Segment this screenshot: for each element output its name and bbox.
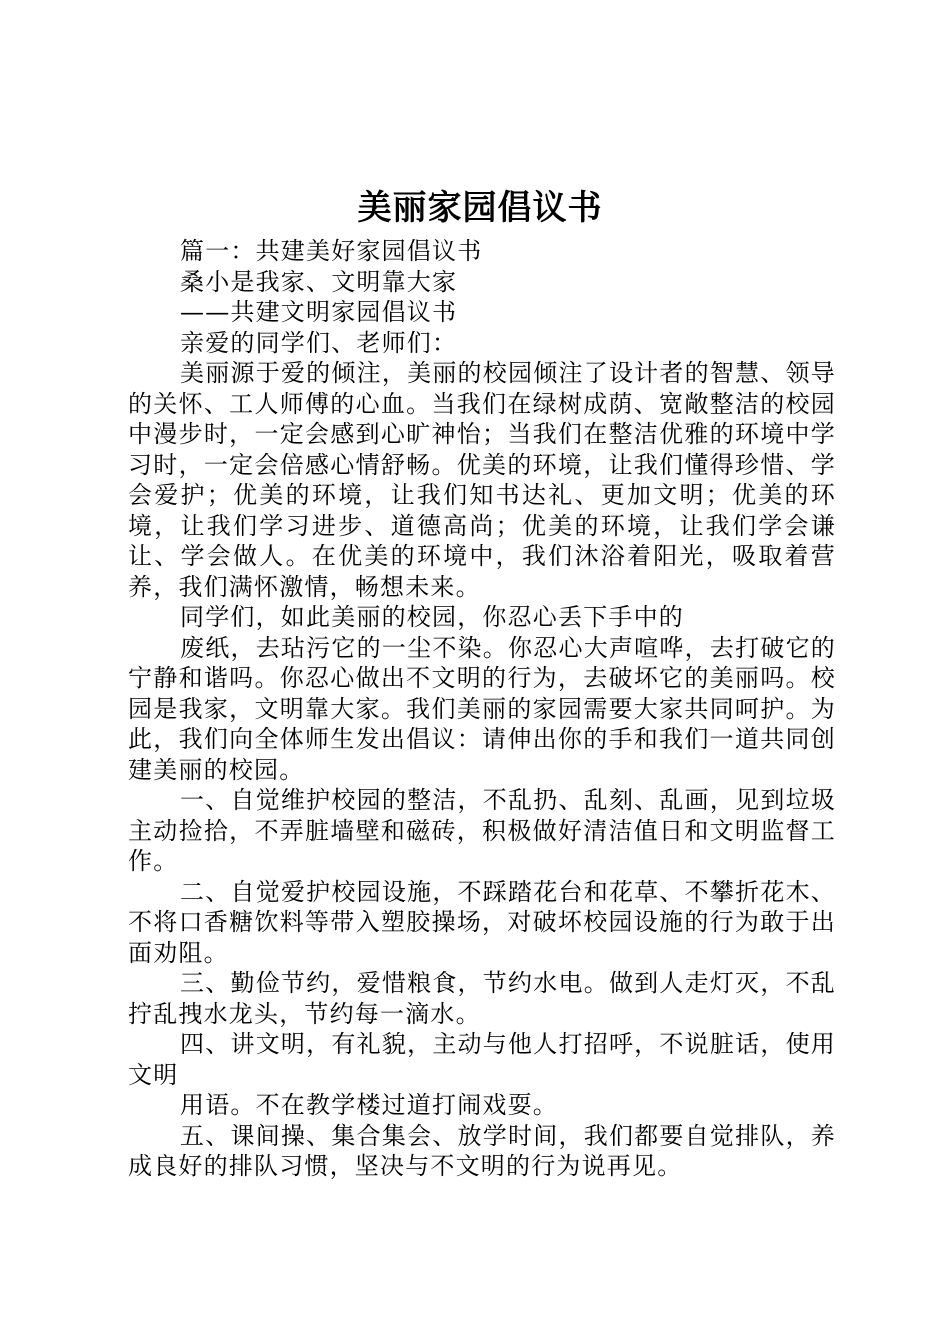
paragraph-item-4: 四、讲文明，有礼貌，主动与他人打招呼，不说脏话，使用文明 [128,1030,836,1089]
paragraph-heading: 篇一：共建美好家园倡议书 [180,237,483,265]
paragraph-subtitle: ——共建文明家园倡议书 [180,298,458,326]
paragraph-slogan: 桑小是我家、文明靠大家 [180,267,458,296]
document-body [128,236,836,1182]
paragraph-item-1: 一、自觉维护校园的整洁，不乱扔、乱刻、乱画，见到垃圾主动捡拾，不弄脏墙壁和磁砖，积极做好清洁值日和文明监督工作。 [128,786,836,875]
paragraph-intro: 美丽源于爱的倾注，美丽的校园倾注了设计者的智慧、领导的关怀、工人师傅的心血。当我们在绿树成荫、宽敞整洁的校园中漫步时，一定会感到心旷神怡；当我们在整洁优雅的环境中学习时，一定会倍感心情舒畅。优美的环境，让我们懂得珍惜、学会爱护；优美的环境，让我们知书达礼、更加文明；优美的环境，让我们学习进步、道德高尚；优美的环境，让我们学会谦让、学会做人。在优美的环境中，我们沐浴着阳光，吸取着营养，我们满怀激情，畅想未来。 [128,359,836,601]
document-title: 美丽家园倡议书 [357,188,603,228]
paragraph-appeal: 废纸，去玷污它的一尘不染。你忍心大声喧哗，去打破它的宁静和谐吗。你忍心做出不文明的行为，去破坏它的美丽吗。校园是我家，文明靠大家。我们美丽的家园需要大家共同呵护。为此，我们向全体师生发出倡议：请伸出你的手和我们一道共同创建美丽的校园。 [128,633,836,784]
paragraph-item-3: 三、勤俭节约，爱惜粮食，节约水电。做到人走灯灭，不乱拧乱拽水龙头，节约每一滴水。 [128,969,836,1028]
paragraph-appeal-start: 同学们，如此美丽的校园，你忍心丢下手中的 [180,603,684,631]
paragraph-item-4-continued: 用语。不在教学楼过道打闹戏耍。 [180,1091,558,1119]
paragraph-item-5: 五、课间操、集合集会、放学时间，我们都要自觉排队，养成良好的排队习惯，坚决与不文明的行为说再见。 [128,1121,836,1180]
paragraph-salutation: 亲爱的同学们、老师们： [180,328,458,357]
paragraph-item-2: 二、自觉爱护校园设施，不踩踏花台和花草、不攀折花木、不将口香糖饮料等带入塑胶操场，对破坏校园设施的行为敢于出面劝阻。 [128,877,836,967]
